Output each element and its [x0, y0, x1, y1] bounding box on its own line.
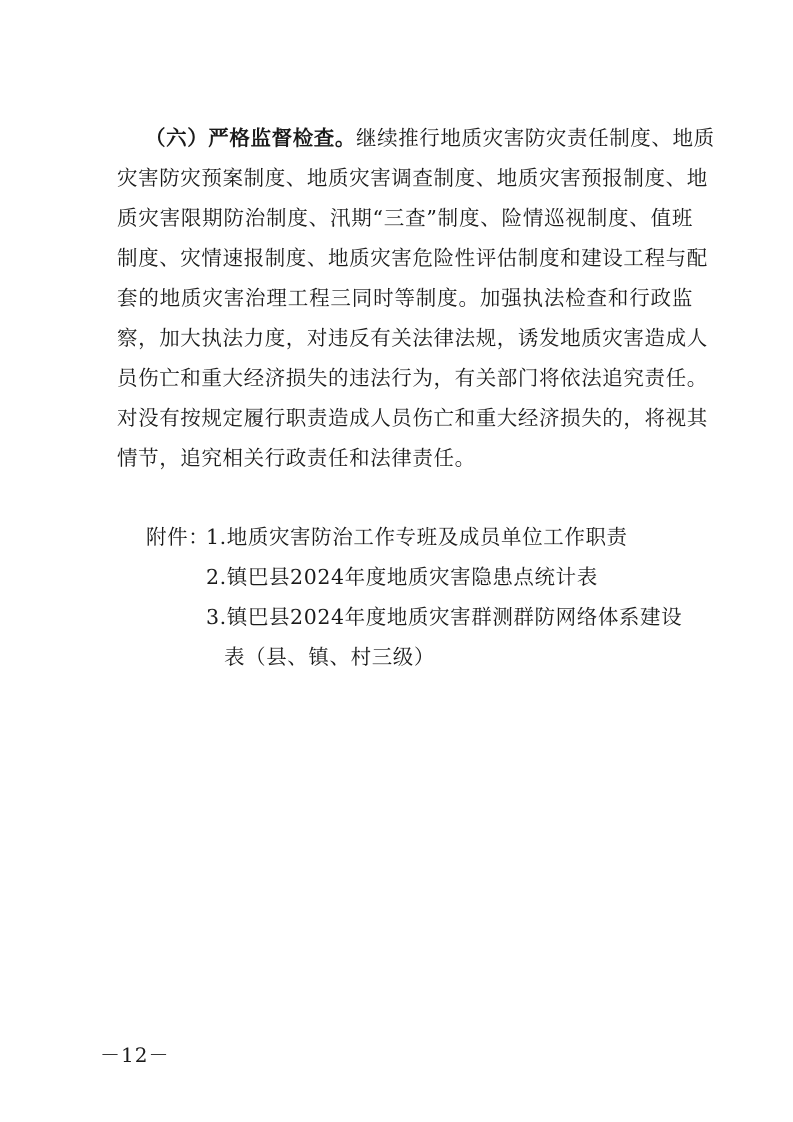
- paragraph-line: 员伤亡和重大经济损失的违法行为，有关部门将依法追究责任。: [117, 366, 708, 390]
- attachment-title-continued: 表（县、镇、村三级）: [224, 645, 435, 669]
- paragraph-line: 情节，追究相关行政责任和法律责任。: [117, 446, 476, 470]
- section-six-paragraph: [117, 118, 715, 478]
- paragraph-line: 对没有按规定履行职责造成人员伤亡和重大经济损失的，将视其: [117, 406, 708, 430]
- attachments-label: 附件：: [146, 525, 210, 549]
- attachment-title: 3.镇巴县2024年度地质灾害群测群防网络体系建设: [206, 605, 683, 629]
- paragraph-line: 察，加大执法力度，对违反有关法律法规，诱发地质灾害造成人: [117, 326, 708, 350]
- attachment-title: 1.地质灾害防治工作专班及成员单位工作职责: [206, 525, 628, 549]
- paragraph-line: [117, 118, 715, 158]
- paragraph-line: 套的地质灾害治理工程三同时等制度。加强执法检查和行政监: [117, 286, 693, 310]
- paragraph-line: 灾害防灾预案制度、地质灾害调查制度、地质灾害预报制度、地: [117, 166, 708, 190]
- section-heading: （六）严格监督检查。: [145, 126, 356, 150]
- attachment-item: [146, 597, 706, 637]
- paragraph-line: 质灾害限期防治制度、汛期“三查”制度、险情巡视制度、值班: [117, 206, 693, 230]
- attachment-item: [146, 517, 706, 557]
- paragraph-line-text: 继续推行地质灾害防灾责任制度、地质: [356, 126, 715, 150]
- attachment-item: [146, 557, 706, 597]
- page-number: －12－: [100, 1043, 170, 1067]
- attachment-title: 2.镇巴县2024年度地质灾害隐患点统计表: [206, 565, 598, 589]
- paragraph-line: 制度、灾情速报制度、地质灾害危险性评估制度和建设工程与配: [117, 246, 708, 270]
- attachments-list: [146, 517, 706, 677]
